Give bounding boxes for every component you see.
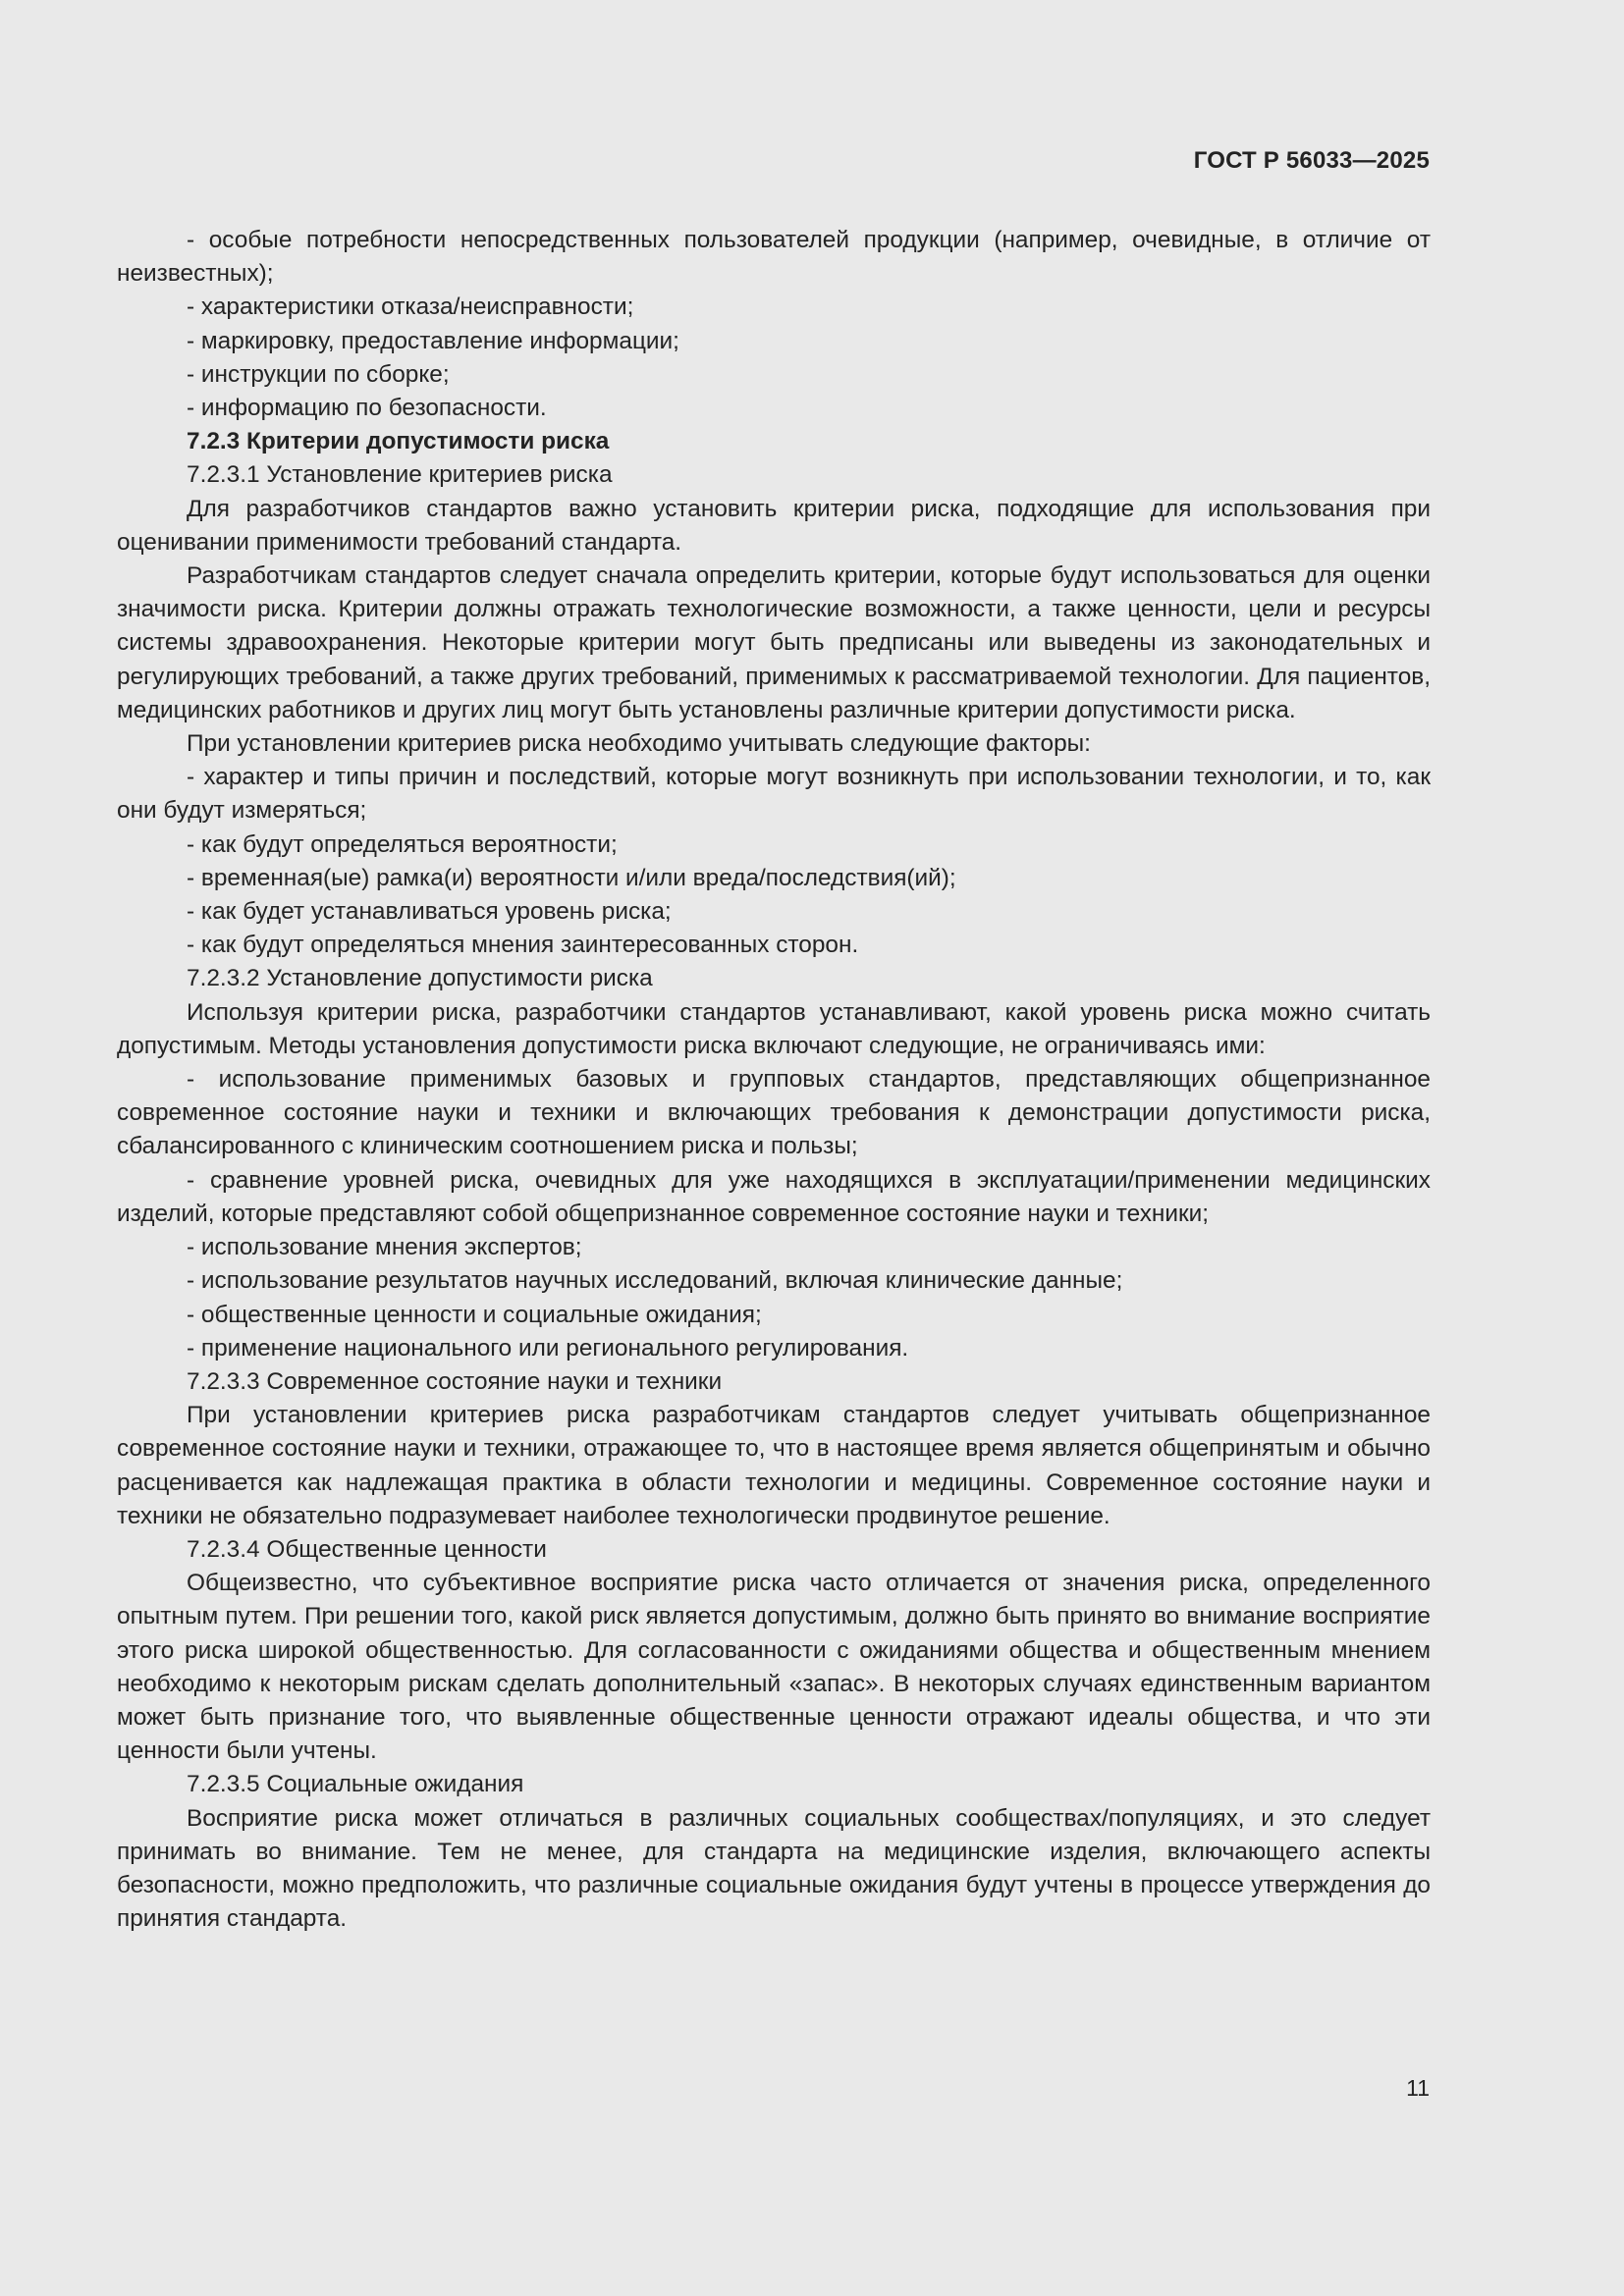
subsection-heading: 7.2.3.3 Современное состояние науки и техники	[187, 1367, 723, 1395]
body-paragraph: При установлении критериев риска разработчикам стандартов следует учитывать общепризнанное современное состояние науки и техники, отражающее то, что в настоящее время является общепринятым и обычно расценивается как надлежащая практика в области технологии и медицины. Современное состояние науки и техники не обязательно подразумевает наиболее технологически продвинутое решение.	[117, 1402, 1431, 1529]
subsection-heading: 7.2.3.5 Социальные ожидания	[187, 1771, 524, 1798]
subsection-heading: 7.2.3.2 Установление допустимости риска	[187, 965, 653, 992]
list-item: - использование результатов научных исследований, включая клинические данные;	[187, 1267, 1123, 1295]
body-paragraph: Восприятие риска может отличаться в различных социальных сообществах/популяциях, и это следует принимать во внимание. Тем не менее, для стандарта на медицинские изделия, включающего аспекты безопасности, можно предположить, что различные социальные ожидания будут учтены в процессе утверждения до принятия стандарта.	[117, 1804, 1431, 1933]
body-paragraph: Общеизвестно, что субъективное восприятие риска часто отличается от значения риска, определенного опытным путем. При решении того, какой риск является допустимым, должно быть принято во внимание восприятие этого риска широкой общественностью. Для согласованности с ожиданиями общества и общественным мнением необходимо к некоторым рискам сделать дополнительный «запас». В некоторых случаях единственным вариантом может быть признание того, что выявленные общественные ценности отражают идеалы общества, и что эти ценности были учтены.	[117, 1570, 1431, 1765]
list-item: - как будут определяться мнения заинтересованных сторон.	[187, 932, 859, 959]
list-item: - временная(ые) рамка(и) вероятности и/или вреда/последствия(ий);	[187, 864, 956, 891]
list-item: - как будет устанавливаться уровень риска;	[187, 898, 672, 926]
list-item: - информацию по безопасности.	[187, 395, 547, 422]
list-item: - характеристики отказа/неисправности;	[187, 294, 634, 321]
document-header: ГОСТ Р 56033—2025	[1193, 147, 1430, 174]
list-item: - маркировку, предоставление информации;	[187, 327, 679, 354]
page-number: 11	[1406, 2075, 1430, 2101]
list-item: - характер и типы причин и последствий, которые могут возникнуть при использовании технологии, и то, как они будут измеряться;	[117, 764, 1431, 825]
list-item: - как будут определяться вероятности;	[187, 830, 618, 858]
list-item: - инструкции по сборке;	[187, 360, 450, 388]
list-item: - сравнение уровней риска, очевидных для уже находящихся в эксплуатации/применении медицинских изделий, которые представляют собой общепризнанное современное состояние науки и техники;	[117, 1166, 1431, 1227]
subsection-heading: 7.2.3.4 Общественные ценности	[187, 1535, 547, 1563]
body-paragraph: При установлении критериев риска необходимо учитывать следующие факторы:	[187, 730, 1091, 758]
list-item: - применение национального или регионального регулирования.	[187, 1334, 909, 1362]
section-heading: 7.2.3 Критерии допустимости риска	[187, 428, 610, 455]
subsection-heading: 7.2.3.1 Установление критериев риска	[187, 461, 613, 489]
document-body	[117, 224, 1431, 1936]
list-item: - общественные ценности и социальные ожидания;	[187, 1301, 762, 1328]
body-paragraph: Используя критерии риска, разработчики стандартов устанавливают, какой уровень риска можно считать допустимым. Методы установления допустимости риска включают следующие, не ограничиваясь ими:	[117, 998, 1431, 1059]
body-paragraph: Разработчикам стандартов следует сначала определить критерии, которые будут использоваться для оценки значимости риска. Критерии должны отражать технологические возможности, а также ценности, цели и ресурсы системы здравоохранения. Некоторые критерии могут быть предписаны или выведены из законодательных и регулирующих требований, а также других требований, применимых к рассматриваемой технологии. Для пациентов, медицинских работников и других лиц могут быть установлены различные критерии допустимости риска.	[117, 562, 1431, 723]
list-item: - использование применимых базовых и групповых стандартов, представляющих общепризнанное современное состояние науки и техники и включающих требования к демонстрации допустимости риска, сбалансированного с клиническим соотношением риска и пользы;	[117, 1066, 1431, 1160]
list-item: - особые потребности непосредственных пользователей продукции (например, очевидные, в отличие от неизвестных);	[117, 227, 1431, 288]
body-paragraph: Для разработчиков стандартов важно установить критерии риска, подходящие для использования при оценивании применимости требований стандарта.	[117, 495, 1431, 556]
list-item: - использование мнения экспертов;	[187, 1234, 582, 1261]
